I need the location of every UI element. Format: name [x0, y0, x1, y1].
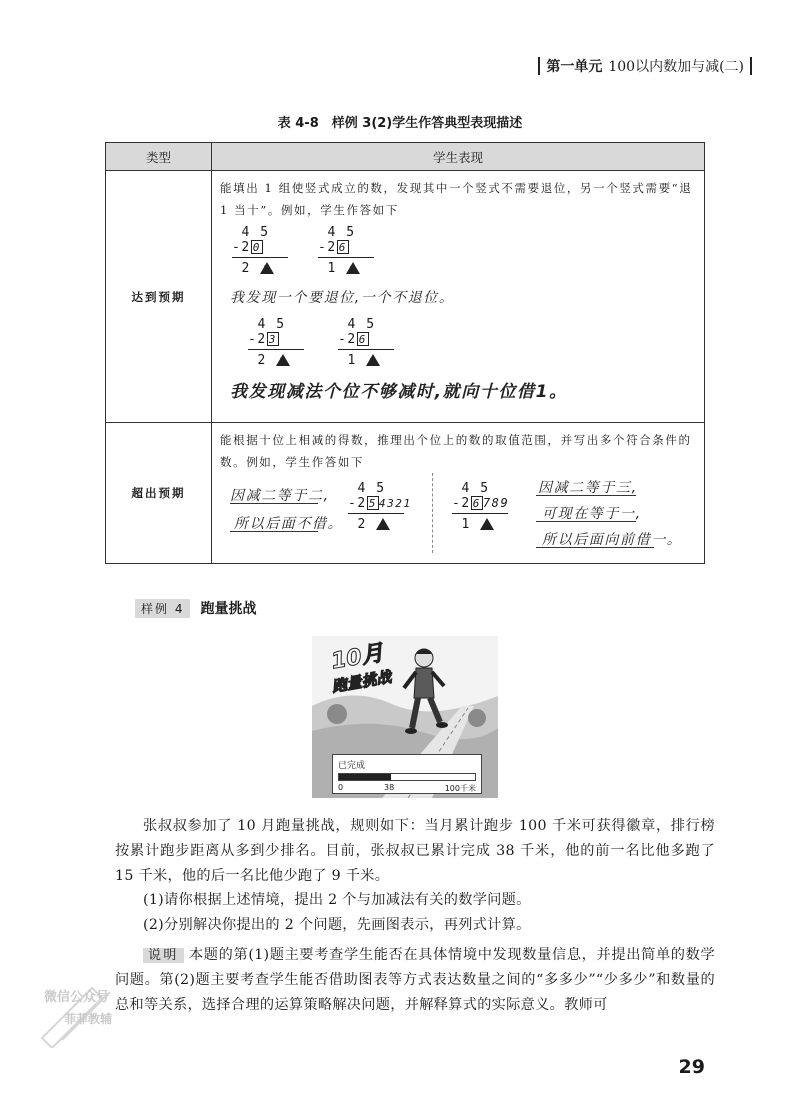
row-perf-exceeds	[212, 423, 705, 564]
triangle-marker	[366, 354, 380, 366]
vertical-calc: 4 5 -2 6 1 9	[318, 225, 374, 278]
note-tag: 说明	[143, 948, 184, 963]
handwritten-note: 我发现减法个位不够减时,就向十位借1。	[230, 382, 568, 402]
sample-heading	[135, 598, 256, 618]
progress-label: 已完成	[338, 761, 366, 771]
header-unit: 第一单元	[546, 59, 603, 75]
handwritten-note: 所以后面不借。	[234, 516, 344, 532]
running-header	[538, 56, 752, 76]
row-perf-meets	[212, 171, 705, 423]
perf-description: 能根据十位上相减的得数，推理出个位上的数的取值范围，并写出多个符合条件的数。例如，学生作答如下	[220, 433, 692, 469]
divider-dashed	[432, 473, 433, 553]
vertical-calc: 4 5 -2 5 4321 2	[348, 481, 412, 532]
page-number: 29	[678, 1056, 705, 1078]
header-divider-left	[538, 57, 540, 75]
student-work-meets	[220, 221, 696, 416]
table-row	[106, 423, 705, 564]
answer-box: 0	[252, 241, 261, 254]
teaching-note	[115, 943, 715, 1018]
question-2: (2)分别解决你提出的 2 个问题，先画图表示，再列式计算。	[143, 917, 531, 933]
triangle-marker	[376, 518, 390, 530]
vertical-calc: 4 5 -2 0 2 5	[232, 225, 288, 278]
header-topic: 100以内数加与减(二)	[608, 59, 744, 75]
handwritten-note: 因减二等于三,	[538, 480, 638, 496]
answer-box: 6	[338, 241, 347, 254]
handwritten-note: 我发现一个要退位,一个不退位。	[230, 290, 455, 306]
progress-ticks	[338, 783, 476, 793]
header-divider-right	[750, 57, 752, 75]
answer-box: 5	[368, 497, 377, 510]
banner-line2: 跑量挑战	[330, 667, 393, 696]
vertical-calc: 4 5 -2 6 1 9	[338, 317, 394, 370]
handwritten-note: 可现在等于一,	[542, 506, 642, 522]
student-work-exceeds	[220, 473, 696, 557]
watermark-line2: 菲菲教辅	[64, 1012, 113, 1026]
problem-text: 张叔叔参加了 10 月跑量挑战，规则如下：当月累计跑步 100 千米可获得徽章，排行榜按累计跑步距离从多到少排名。目前，张叔叔已累计完成 38 千米，他的前一名比他多跑了 15 千米，他的后一名比他少跑了 9 千米。	[115, 818, 715, 884]
sample-tag: 样例 4	[135, 599, 190, 618]
progress-bar	[338, 773, 476, 781]
row-type-exceeds: 超出预期	[106, 423, 212, 564]
tick-label: 0	[338, 783, 344, 792]
answer-box: 6	[472, 497, 481, 510]
table-title: 表 4-8 样例 3(2)学生作答典型表现描述	[277, 116, 523, 131]
triangle-marker	[260, 262, 274, 274]
tick-label: 100千米	[444, 784, 476, 793]
table-row	[106, 171, 705, 423]
triangle-marker	[480, 518, 494, 530]
running-challenge-illustration	[312, 636, 498, 798]
note-text: 本题的第(1)题主要考查学生能否在具体情境中发现数量信息，并提出简单的数学问题。第(2)题主要考查学生能否借助图表等方式表达数量之间的“多多少”“少多少”和数量的总和等关系，选择合理的运算策略解决问题，并解释算式的实际意义。教师可	[115, 947, 716, 1013]
triangle-marker	[276, 354, 290, 366]
tick-label: 38	[384, 783, 395, 792]
triangle-marker	[346, 262, 360, 274]
perf-description: 能填出 1 组使竖式成立的数，发现其中一个竖式不需要退位，另一个竖式需要“退 1 当十”。例如，学生作答如下	[220, 181, 693, 217]
col-type-header: 类型	[106, 143, 212, 171]
performance-table	[105, 142, 705, 564]
watermark-line1: 微信公众号	[44, 990, 110, 1005]
handwritten-note: 因减二等于二,	[230, 488, 330, 504]
sample-title: 跑量挑战	[200, 601, 257, 617]
handwritten-note: 所以后面向前借一。	[542, 532, 683, 548]
answer-box: 3	[268, 333, 277, 346]
answer-box: 6	[358, 333, 367, 346]
table-header-row	[106, 143, 705, 171]
banner-line1: 10月	[329, 640, 386, 675]
progress-fill	[339, 774, 391, 780]
progress-panel	[332, 754, 482, 794]
vertical-calc: 4 5 -2 3 2 2	[248, 317, 304, 370]
question-1: (1)请你根据上述情境，提出 2 个与加减法有关的数学问题。	[143, 892, 531, 908]
col-perf-header: 学生表现	[212, 143, 705, 171]
vertical-calc: 4 5 -2 6 789 1	[452, 481, 510, 532]
row-type-meets: 达到预期	[106, 171, 212, 423]
